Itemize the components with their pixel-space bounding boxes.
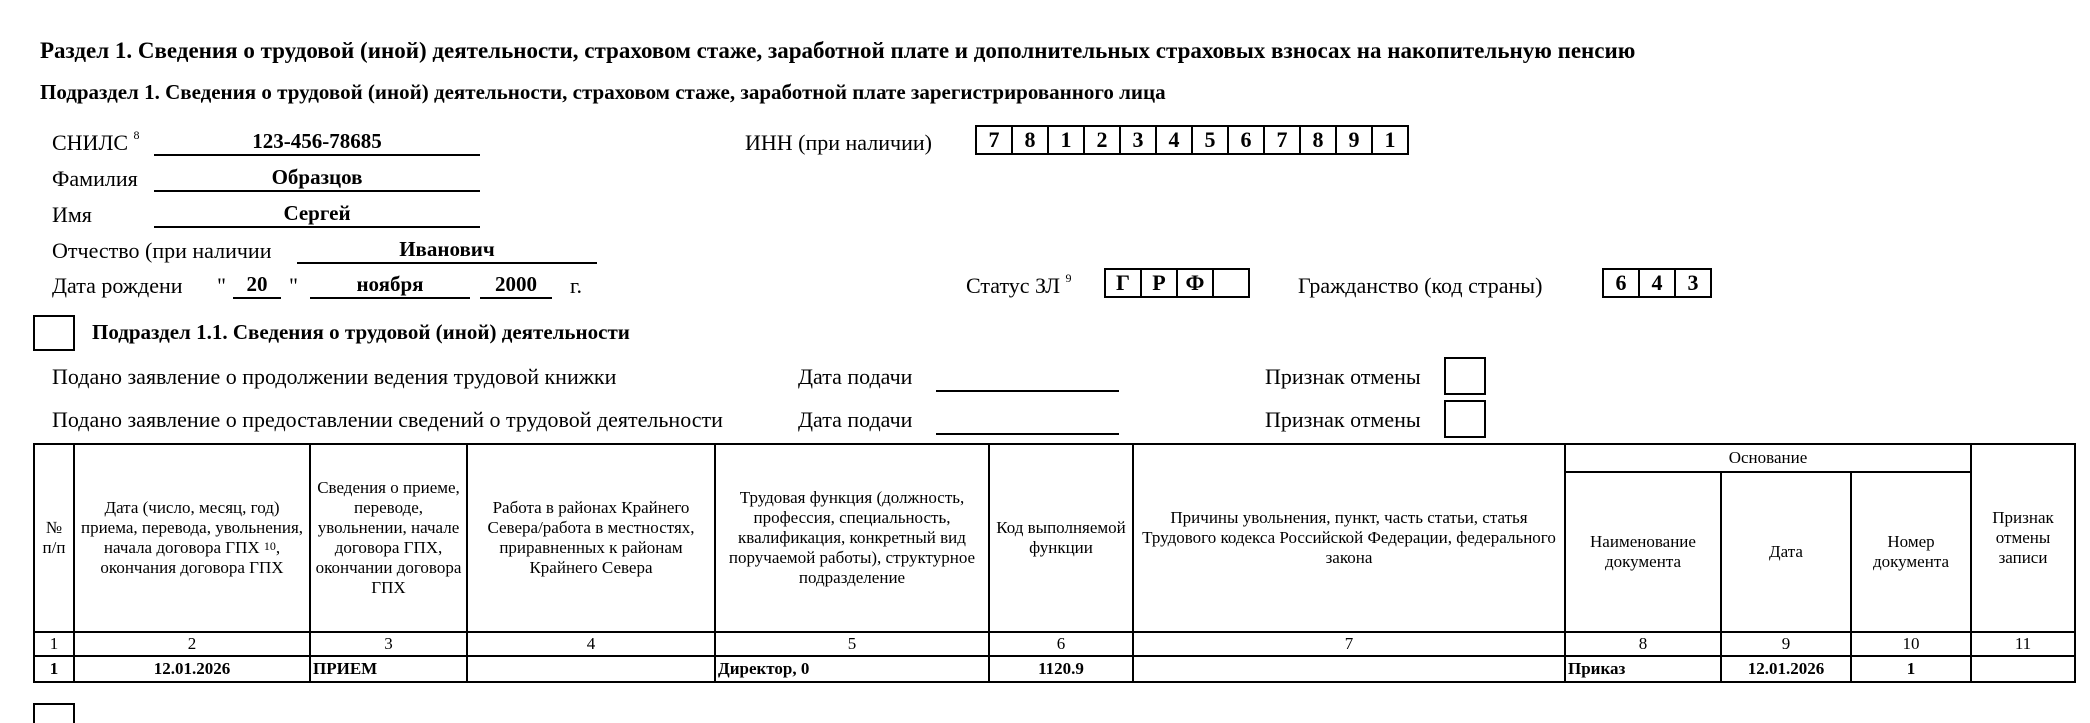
inn-digit-cell[interactable]: 8 — [1011, 125, 1049, 155]
inn-digit-cell[interactable]: 2 — [1083, 125, 1121, 155]
patronymic-field[interactable]: Иванович — [297, 236, 597, 264]
cell-num[interactable]: 1 — [34, 656, 74, 682]
cell-function[interactable]: Директор, 0 — [715, 656, 989, 682]
inn-digit-cell[interactable]: 1 — [1371, 125, 1409, 155]
inn-digit-cell[interactable]: 7 — [1263, 125, 1301, 155]
status-cell[interactable]: Р — [1140, 268, 1178, 298]
next-section-checkbox[interactable] — [33, 703, 75, 723]
name-label: Имя — [52, 202, 92, 227]
surname-label: Фамилия — [52, 166, 138, 191]
col-num: 11 — [1971, 632, 2075, 656]
inn-label: ИНН (при наличии) — [745, 130, 932, 155]
birth-year-field[interactable]: 2000 — [480, 271, 552, 299]
submission-date-field-2[interactable] — [936, 433, 1119, 435]
birth-month-field[interactable]: ноября — [310, 271, 470, 299]
birth-year-suffix: г. — [570, 273, 583, 298]
inn-field[interactable] — [975, 125, 1409, 155]
application-info-label: Подано заявление о предоставлении сведений о трудовой деятельности — [52, 407, 723, 432]
status-cell[interactable]: Г — [1104, 268, 1142, 298]
name-field[interactable]: Сергей — [154, 200, 480, 228]
column-number-row — [34, 632, 2075, 656]
col-num: 3 — [310, 632, 467, 656]
header-code: Код выполняемой функции — [989, 444, 1133, 632]
cell-doc-date[interactable]: 12.01.2026 — [1721, 656, 1851, 682]
citizenship-cell[interactable]: 3 — [1674, 268, 1712, 298]
header-doc-date: Дата — [1721, 472, 1851, 632]
status-label: Статус ЗЛ $^9$ — [966, 271, 1072, 298]
cell-reasons[interactable] — [1133, 656, 1565, 682]
col-num: 4 — [467, 632, 715, 656]
citizenship-cell[interactable]: 4 — [1638, 268, 1676, 298]
header-cancel: Признак отмены записи — [1971, 444, 2075, 632]
citizenship-cell[interactable]: 6 — [1602, 268, 1640, 298]
birth-quote-close: " — [289, 273, 298, 298]
subsection-11-checkbox[interactable] — [33, 315, 75, 351]
cell-code[interactable]: 1120.9 — [989, 656, 1133, 682]
col-num: 6 — [989, 632, 1133, 656]
inn-digit-cell[interactable]: 8 — [1299, 125, 1337, 155]
header-date: Дата (число, месяц, год) приема, перевода, увольнения, начала договора ГПХ $^{10}$, окончания договора ГПХ — [74, 444, 310, 632]
header-function: Трудовая функция (должность, профессия, специальность, квалификация, конкретный вид поручаемой работы), структурное подразделение — [715, 444, 989, 632]
cancel-checkbox-2[interactable] — [1444, 400, 1486, 438]
cell-info[interactable]: ПРИЕМ — [310, 656, 467, 682]
surname-field[interactable]: Образцов — [154, 164, 480, 192]
subsection-11-title: Подраздел 1.1. Сведения о трудовой (иной) деятельности — [92, 320, 630, 344]
snils-field[interactable]: 123-456-78685 — [154, 128, 480, 156]
status-field[interactable] — [1104, 268, 1250, 298]
labor-activity-table — [33, 443, 2076, 683]
header-info: Сведения о приеме, переводе, увольнении, начале договора ГПХ, окончании договора ГПХ — [310, 444, 467, 632]
cell-doc-number[interactable]: 1 — [1851, 656, 1971, 682]
table-row[interactable] — [34, 656, 2075, 682]
col-num: 7 — [1133, 632, 1565, 656]
col-num: 10 — [1851, 632, 1971, 656]
birth-quote-open: " — [217, 273, 226, 298]
header-north: Работа в районах Крайнего Севера/работа в местностях, приравненных к районам Крайнего Севера — [467, 444, 715, 632]
inn-digit-cell[interactable]: 9 — [1335, 125, 1373, 155]
status-cell[interactable]: Ф — [1176, 268, 1214, 298]
cancel-label-1: Признак отмены — [1265, 364, 1421, 389]
submission-date-field-1[interactable] — [936, 390, 1119, 392]
birth-label: Дата рождени — [52, 273, 183, 298]
inn-digit-cell[interactable]: 3 — [1119, 125, 1157, 155]
header-basis: Основание — [1565, 444, 1971, 472]
col-num: 1 — [34, 632, 74, 656]
cell-north[interactable] — [467, 656, 715, 682]
cancel-checkbox-1[interactable] — [1444, 357, 1486, 395]
section-title: Раздел 1. Сведения о трудовой (иной) деятельности, страховом стаже, заработной плате и дополнительных страховых взносах на накопительную пенсию — [40, 38, 1636, 63]
header-reasons: Причины увольнения, пункт, часть статьи, статья Трудового кодекса Российской Федерации, федерального закона — [1133, 444, 1565, 632]
header-doc-name: Наименование документа — [1565, 472, 1721, 632]
citizenship-label: Гражданство (код страны) — [1298, 273, 1543, 298]
inn-digit-cell[interactable]: 7 — [975, 125, 1013, 155]
col-num: 2 — [74, 632, 310, 656]
inn-digit-cell[interactable]: 1 — [1047, 125, 1085, 155]
inn-digit-cell[interactable]: 5 — [1191, 125, 1229, 155]
col-num: 5 — [715, 632, 989, 656]
inn-digit-cell[interactable]: 4 — [1155, 125, 1193, 155]
subsection-title: Подраздел 1. Сведения о трудовой (иной) деятельности, страховом стаже, заработной плате зарегистрированного лица — [40, 80, 1166, 104]
cancel-label-2: Признак отмены — [1265, 407, 1421, 432]
snils-label: СНИЛС $^8$ — [52, 128, 140, 155]
inn-digit-cell[interactable]: 6 — [1227, 125, 1265, 155]
submission-date-label-1: Дата подачи — [798, 364, 913, 389]
patronymic-label: Отчество (при наличии — [52, 238, 272, 263]
col-num: 8 — [1565, 632, 1721, 656]
status-cell[interactable] — [1212, 268, 1250, 298]
cell-cancel[interactable] — [1971, 656, 2075, 682]
citizenship-field[interactable] — [1602, 268, 1712, 298]
application-workbook-label: Подано заявление о продолжении ведения трудовой книжки — [52, 364, 617, 389]
birth-day-field[interactable]: 20 — [233, 271, 281, 299]
col-num: 9 — [1721, 632, 1851, 656]
submission-date-label-2: Дата подачи — [798, 407, 913, 432]
cell-date[interactable]: 12.01.2026 — [74, 656, 310, 682]
cell-doc-name[interactable]: Приказ — [1565, 656, 1721, 682]
header-doc-number: Номер документа — [1851, 472, 1971, 632]
header-num: № п/п — [34, 444, 74, 632]
